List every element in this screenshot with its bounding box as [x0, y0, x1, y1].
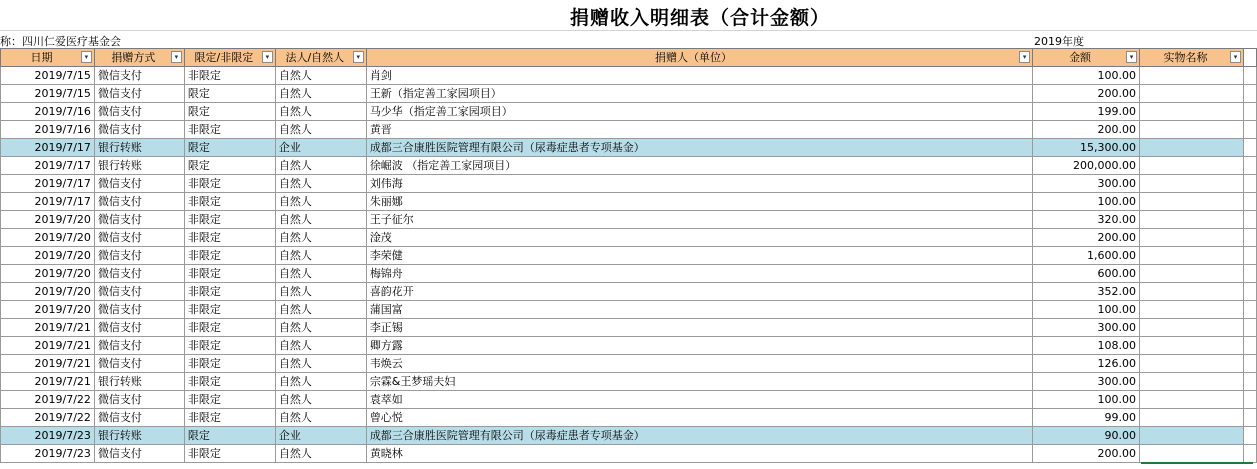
cell-donor[interactable]: 黄晋	[366, 121, 1032, 139]
cell-type[interactable]: 自然人	[275, 157, 366, 175]
cell-item[interactable]	[1140, 391, 1244, 409]
cell-donor[interactable]: 成都三合康胜医院管理有限公司（尿毒症患者专项基金）	[366, 427, 1032, 445]
cell-extra[interactable]	[1243, 139, 1256, 157]
cell-extra[interactable]	[1243, 373, 1256, 391]
header-type[interactable]: 法人/自然人 ▾	[275, 49, 366, 67]
cell-method[interactable]: 银行转账	[94, 157, 184, 175]
cell-date[interactable]: 2019/7/22	[1, 409, 95, 427]
cell-amount[interactable]: 200.00	[1033, 121, 1140, 139]
cell-item[interactable]	[1140, 247, 1244, 265]
cell-extra[interactable]	[1243, 355, 1256, 373]
cell-extra[interactable]	[1243, 175, 1256, 193]
cell-restrict[interactable]: 非限定	[184, 193, 275, 211]
table-row	[1, 373, 1257, 391]
cell-method[interactable]: 微信支付	[94, 337, 184, 355]
cell-type[interactable]: 自然人	[275, 301, 366, 319]
cell-date[interactable]: 2019/7/21	[1, 355, 95, 373]
cell-method[interactable]: 银行转账	[94, 139, 184, 157]
cell-restrict[interactable]: 非限定	[184, 337, 275, 355]
cell-donor[interactable]: 梅锦舟	[366, 265, 1032, 283]
table-row	[1, 283, 1257, 301]
cell-date[interactable]: 2019/7/20	[1, 211, 95, 229]
cell-date[interactable]: 2019/7/20	[1, 265, 95, 283]
table-row	[1, 391, 1257, 409]
cell-type[interactable]: 自然人	[275, 121, 366, 139]
cell-item[interactable]	[1140, 283, 1244, 301]
cell-restrict[interactable]: 非限定	[184, 121, 275, 139]
cell-item[interactable]	[1140, 319, 1244, 337]
cell-date[interactable]: 2019/7/22	[1, 391, 95, 409]
cell-extra[interactable]	[1243, 445, 1256, 463]
table-row	[1, 139, 1257, 157]
table-row	[1, 409, 1257, 427]
table-row	[1, 247, 1257, 265]
header-date[interactable]: 日期 ▾	[1, 49, 95, 67]
cell-restrict[interactable]: 非限定	[184, 175, 275, 193]
cell-amount[interactable]: 200.00	[1033, 229, 1140, 247]
cell-method[interactable]: 微信支付	[94, 103, 184, 121]
cell-type[interactable]: 自然人	[275, 211, 366, 229]
cell-method[interactable]: 微信支付	[94, 283, 184, 301]
cell-restrict[interactable]: 非限定	[184, 247, 275, 265]
table-row	[1, 265, 1257, 283]
cell-amount[interactable]: 126.00	[1033, 355, 1140, 373]
cell-extra[interactable]	[1243, 391, 1256, 409]
cell-item[interactable]	[1140, 355, 1244, 373]
cell-restrict[interactable]: 限定	[184, 103, 275, 121]
cell-item[interactable]	[1140, 229, 1244, 247]
cell-date[interactable]: 2019/7/20	[1, 247, 95, 265]
org-name-cell[interactable]: 称：四川仁爱医疗基金会	[0, 35, 121, 48]
cell-type[interactable]: 自然人	[275, 283, 366, 301]
cell-amount[interactable]: 108.00	[1033, 337, 1140, 355]
cell-extra[interactable]	[1243, 211, 1256, 229]
cell-item[interactable]	[1140, 301, 1244, 319]
header-row	[1, 49, 1257, 67]
cell-method[interactable]: 微信支付	[94, 319, 184, 337]
cell-date[interactable]: 2019/7/17	[1, 139, 95, 157]
cell-item[interactable]	[1140, 427, 1244, 445]
cell-donor[interactable]: 徐崛波 （指定善工家园项目）	[366, 157, 1032, 175]
cell-amount[interactable]: 100.00	[1033, 67, 1140, 85]
cell-item[interactable]	[1140, 67, 1244, 85]
cell-date[interactable]: 2019/7/17	[1, 157, 95, 175]
cell-extra[interactable]	[1243, 409, 1256, 427]
cell-type[interactable]: 自然人	[275, 175, 366, 193]
table-row	[1, 301, 1257, 319]
cell-amount[interactable]: 320.00	[1033, 211, 1140, 229]
cell-restrict[interactable]: 非限定	[184, 211, 275, 229]
cell-extra[interactable]	[1243, 427, 1256, 445]
table-row	[1, 355, 1257, 373]
cell-method[interactable]: 微信支付	[94, 355, 184, 373]
cell-restrict[interactable]: 非限定	[184, 409, 275, 427]
table-row	[1, 337, 1257, 355]
cell-donor[interactable]: 成都三合康胜医院管理有限公司（尿毒症患者专项基金）	[366, 139, 1032, 157]
cell-restrict[interactable]: 非限定	[184, 265, 275, 283]
table-row	[1, 427, 1257, 445]
cell-restrict[interactable]: 非限定	[184, 283, 275, 301]
cell-extra[interactable]	[1243, 265, 1256, 283]
table-row	[1, 229, 1257, 247]
cell-amount[interactable]: 199.00	[1033, 103, 1140, 121]
cell-date[interactable]: 2019/7/20	[1, 283, 95, 301]
cell-method[interactable]: 微信支付	[94, 247, 184, 265]
title-row	[0, 0, 1257, 30]
table-row	[1, 85, 1257, 103]
cell-amount[interactable]: 200.00	[1033, 445, 1140, 463]
cell-amount[interactable]: 300.00	[1033, 373, 1140, 391]
cell-method[interactable]: 微信支付	[94, 301, 184, 319]
filter-dropdown-icon[interactable]: ▾	[1126, 51, 1137, 63]
table-row	[1, 157, 1257, 175]
table-row	[1, 445, 1257, 463]
cell-method[interactable]: 微信支付	[94, 391, 184, 409]
cell-restrict[interactable]: 非限定	[184, 229, 275, 247]
cell-date[interactable]: 2019/7/23	[1, 427, 95, 445]
cell-restrict[interactable]: 限定	[184, 139, 275, 157]
year-cell[interactable]: 2019年度	[1034, 35, 1084, 48]
cell-method[interactable]: 微信支付	[94, 85, 184, 103]
header-item[interactable]: 实物名称 ▾	[1140, 49, 1244, 67]
table-row	[1, 67, 1257, 85]
cell-donor[interactable]: 黄晓林	[366, 445, 1032, 463]
cell-type[interactable]: 自然人	[275, 229, 366, 247]
cell-donor[interactable]: 韦焕云	[366, 355, 1032, 373]
cell-date[interactable]: 2019/7/20	[1, 301, 95, 319]
cell-date[interactable]: 2019/7/15	[1, 85, 95, 103]
cell-type[interactable]: 自然人	[275, 193, 366, 211]
header-method[interactable]: 捐赠方式 ▾	[94, 49, 184, 67]
cell-method[interactable]: 银行转账	[94, 373, 184, 391]
filter-dropdown-icon[interactable]: ▾	[1230, 51, 1241, 63]
cell-type[interactable]: 自然人	[275, 409, 366, 427]
cell-restrict[interactable]: 非限定	[184, 373, 275, 391]
cell-restrict[interactable]: 非限定	[184, 301, 275, 319]
cell-donor[interactable]: 刘伟海	[366, 175, 1032, 193]
cell-donor[interactable]: 蒲国富	[366, 301, 1032, 319]
cell-amount[interactable]: 200.00	[1033, 85, 1140, 103]
sheet-title[interactable]: 捐赠收入明细表（合计金额）	[570, 7, 831, 29]
cell-item[interactable]	[1140, 445, 1244, 463]
table-row	[1, 121, 1257, 139]
cell-item[interactable]	[1140, 193, 1244, 211]
cell-item[interactable]	[1140, 409, 1244, 427]
header-donor[interactable]: 捐赠人（单位） ▾	[366, 49, 1032, 67]
cell-restrict[interactable]: 非限定	[184, 445, 275, 463]
table-row	[1, 319, 1257, 337]
table-row	[1, 103, 1257, 121]
cell-date[interactable]: 2019/7/21	[1, 319, 95, 337]
filter-dropdown-icon[interactable]: ▾	[171, 51, 182, 63]
cell-method[interactable]: 微信支付	[94, 67, 184, 85]
cell-amount[interactable]: 1,600.00	[1033, 247, 1140, 265]
cell-restrict[interactable]: 限定	[184, 85, 275, 103]
cell-restrict[interactable]: 限定	[184, 427, 275, 445]
cell-method[interactable]: 微信支付	[94, 265, 184, 283]
table-row	[1, 193, 1257, 211]
cell-extra[interactable]	[1243, 157, 1256, 175]
cell-method[interactable]: 微信支付	[94, 175, 184, 193]
filter-dropdown-icon[interactable]: ▾	[353, 51, 364, 63]
cell-date[interactable]: 2019/7/17	[1, 193, 95, 211]
cell-donor[interactable]: 曾心悦	[366, 409, 1032, 427]
cell-method[interactable]: 微信支付	[94, 409, 184, 427]
cell-amount[interactable]: 100.00	[1033, 391, 1140, 409]
cell-extra[interactable]	[1243, 103, 1256, 121]
cell-item[interactable]	[1140, 211, 1244, 229]
cell-method[interactable]: 微信支付	[94, 445, 184, 463]
cell-type[interactable]: 自然人	[275, 319, 366, 337]
cell-item[interactable]	[1140, 175, 1244, 193]
cell-date[interactable]: 2019/7/17	[1, 175, 95, 193]
cell-selection-indicator	[1141, 462, 1253, 469]
cell-method[interactable]: 微信支付	[94, 229, 184, 247]
cell-type[interactable]: 企业	[275, 427, 366, 445]
cell-method[interactable]: 银行转账	[94, 427, 184, 445]
cell-restrict[interactable]: 非限定	[184, 67, 275, 85]
cell-date[interactable]: 2019/7/15	[1, 67, 95, 85]
cell-type[interactable]: 自然人	[275, 85, 366, 103]
cell-type[interactable]: 自然人	[275, 373, 366, 391]
cell-amount[interactable]: 100.00	[1033, 193, 1140, 211]
cell-donor[interactable]: 王子征尔	[366, 211, 1032, 229]
cell-extra[interactable]	[1243, 193, 1256, 211]
cell-date[interactable]: 2019/7/20	[1, 229, 95, 247]
header-extra[interactable]	[1243, 49, 1256, 67]
cell-amount[interactable]: 352.00	[1033, 283, 1140, 301]
cell-extra[interactable]	[1243, 301, 1256, 319]
cell-donor[interactable]: 朱丽娜	[366, 193, 1032, 211]
cell-type[interactable]: 企业	[275, 139, 366, 157]
cell-donor[interactable]: 李荣健	[366, 247, 1032, 265]
filter-dropdown-icon[interactable]: ▾	[262, 51, 273, 63]
cell-amount[interactable]: 100.00	[1033, 301, 1140, 319]
cell-item[interactable]	[1140, 157, 1244, 175]
cell-restrict[interactable]: 非限定	[184, 391, 275, 409]
cell-type[interactable]: 自然人	[275, 67, 366, 85]
cell-donor[interactable]: 卿方露	[366, 337, 1032, 355]
cell-item[interactable]	[1140, 373, 1244, 391]
cell-type[interactable]: 自然人	[275, 355, 366, 373]
cell-extra[interactable]	[1243, 229, 1256, 247]
cell-type[interactable]: 自然人	[275, 103, 366, 121]
cell-item[interactable]	[1140, 121, 1244, 139]
cell-item[interactable]	[1140, 337, 1244, 355]
cell-donor[interactable]: 喜韵花开	[366, 283, 1032, 301]
cell-restrict[interactable]: 限定	[184, 157, 275, 175]
cell-item[interactable]	[1140, 103, 1244, 121]
cell-extra[interactable]	[1243, 67, 1256, 85]
cell-type[interactable]: 自然人	[275, 391, 366, 409]
cell-amount[interactable]: 300.00	[1033, 319, 1140, 337]
cell-date[interactable]: 2019/7/23	[1, 445, 95, 463]
cell-extra[interactable]	[1243, 337, 1256, 355]
cell-donor[interactable]: 王新（指定善工家园项目）	[366, 85, 1032, 103]
cell-method[interactable]: 微信支付	[94, 211, 184, 229]
filter-dropdown-icon[interactable]: ▾	[1019, 51, 1030, 63]
cell-donor[interactable]: 肖剑	[366, 67, 1032, 85]
cell-amount[interactable]: 99.00	[1033, 409, 1140, 427]
cell-item[interactable]	[1140, 85, 1244, 103]
cell-item[interactable]	[1140, 139, 1244, 157]
cell-date[interactable]: 2019/7/16	[1, 121, 95, 139]
cell-date[interactable]: 2019/7/21	[1, 337, 95, 355]
cell-type[interactable]: 自然人	[275, 445, 366, 463]
org-row	[0, 30, 1257, 49]
cell-method[interactable]: 微信支付	[94, 121, 184, 139]
table-row	[1, 175, 1257, 193]
cell-extra[interactable]	[1243, 247, 1256, 265]
cell-type[interactable]: 自然人	[275, 265, 366, 283]
cell-donor[interactable]: 淦茂	[366, 229, 1032, 247]
cell-extra[interactable]	[1243, 121, 1256, 139]
cell-date[interactable]: 2019/7/21	[1, 373, 95, 391]
cell-donor[interactable]: 马少华（指定善工家园项目）	[366, 103, 1032, 121]
table-row	[1, 211, 1257, 229]
filter-dropdown-icon[interactable]: ▾	[81, 51, 92, 63]
cell-type[interactable]: 自然人	[275, 337, 366, 355]
cell-amount[interactable]: 300.00	[1033, 175, 1140, 193]
cell-restrict[interactable]: 非限定	[184, 319, 275, 337]
header-amount[interactable]: 金额 ▾	[1033, 49, 1140, 67]
cell-donor[interactable]: 李正锡	[366, 319, 1032, 337]
cell-extra[interactable]	[1243, 283, 1256, 301]
cell-extra[interactable]	[1243, 319, 1256, 337]
cell-donor[interactable]: 宗霖&王梦瑶夫妇	[366, 373, 1032, 391]
header-restrict[interactable]: 限定/非限定 ▾	[184, 49, 275, 67]
cell-type[interactable]: 自然人	[275, 247, 366, 265]
cell-donor[interactable]: 袁萃如	[366, 391, 1032, 409]
donation-table	[0, 48, 1257, 463]
cell-date[interactable]: 2019/7/16	[1, 103, 95, 121]
cell-amount[interactable]: 200,000.00	[1033, 157, 1140, 175]
cell-restrict[interactable]: 非限定	[184, 355, 275, 373]
cell-item[interactable]	[1140, 265, 1244, 283]
cell-amount[interactable]: 600.00	[1033, 265, 1140, 283]
cell-amount[interactable]: 90.00	[1033, 427, 1140, 445]
cell-amount[interactable]: 15,300.00	[1033, 139, 1140, 157]
cell-extra[interactable]	[1243, 85, 1256, 103]
cell-method[interactable]: 微信支付	[94, 193, 184, 211]
